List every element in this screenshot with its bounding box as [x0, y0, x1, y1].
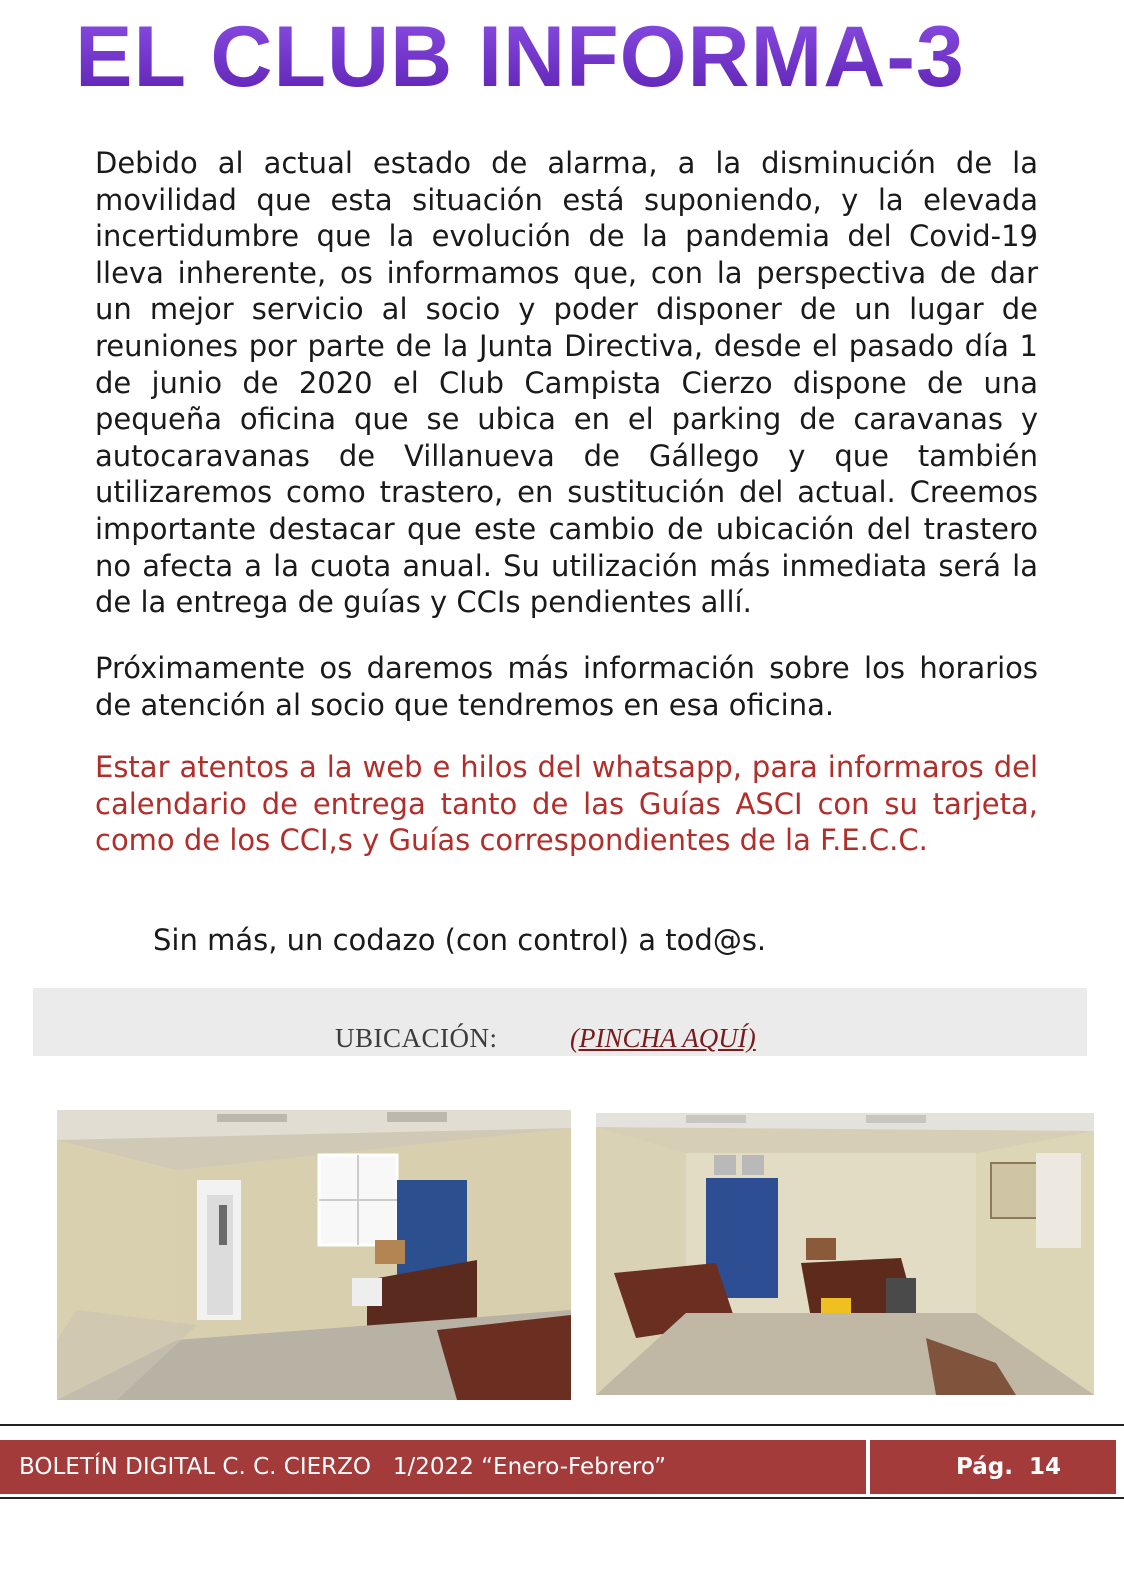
footer-rule-top — [0, 1424, 1124, 1426]
info-paragraph: Próximamente os daremos más información sobre los horarios de atención al socio que tendremos en esa oficina. — [95, 651, 1038, 722]
footer-rule-bottom — [0, 1497, 1124, 1499]
intro-paragraph: Debido al actual estado de alarma, a la disminución de la movilidad que esta situación está suponiendo, y la elevada incertidumbre que la evolución de la pandemia del Covid-19 lleva inherente, os informamos que, con la perspectiva de dar un mejor servicio al socio y poder disponer de un lugar de reuniones por parte de la Junta Directiva, desde el pasado día 1 de junio de 2020 el Club Campista Cierzo dispone de una pequeña oficina que se ubica en el parking de caravanas y autocaravanas de Villanueva de Gállego y que también utilizaremos como trastero, en sustitución del actual. Creemos importante destacar que este cambio de ubicación del trastero no afecta a la cuota anual. Su utilización más inmediata será la de la entrega de guías y CCIs pendientes allí. — [95, 146, 1038, 620]
footer-page-number: Pág. 14 — [870, 1440, 1116, 1494]
office-photo-left — [57, 1110, 571, 1400]
page-title: EL CLUB INFORMA-3 — [0, 8, 1040, 107]
closing-line: Sin más, un codazo (con control) a tod@s. — [153, 923, 767, 957]
location-bar — [33, 988, 1087, 1056]
office-photo-right — [596, 1113, 1094, 1395]
location-link[interactable]: (PINCHA AQUÍ) — [570, 1023, 756, 1053]
footer-bulletin: BOLETÍN DIGITAL C. C. CIERZO 1/2022 “Enero-Febrero” — [0, 1440, 866, 1494]
location-label: UBICACIÓN: — [335, 1023, 498, 1053]
alert-paragraph: Estar atentos a la web e hilos del whatsapp, para informaros del calendario de entrega tanto de las Guías ASCI con su tarjeta, como de los CCI,s y Guías correspondientes de la F.E.C.C. — [95, 750, 1038, 858]
